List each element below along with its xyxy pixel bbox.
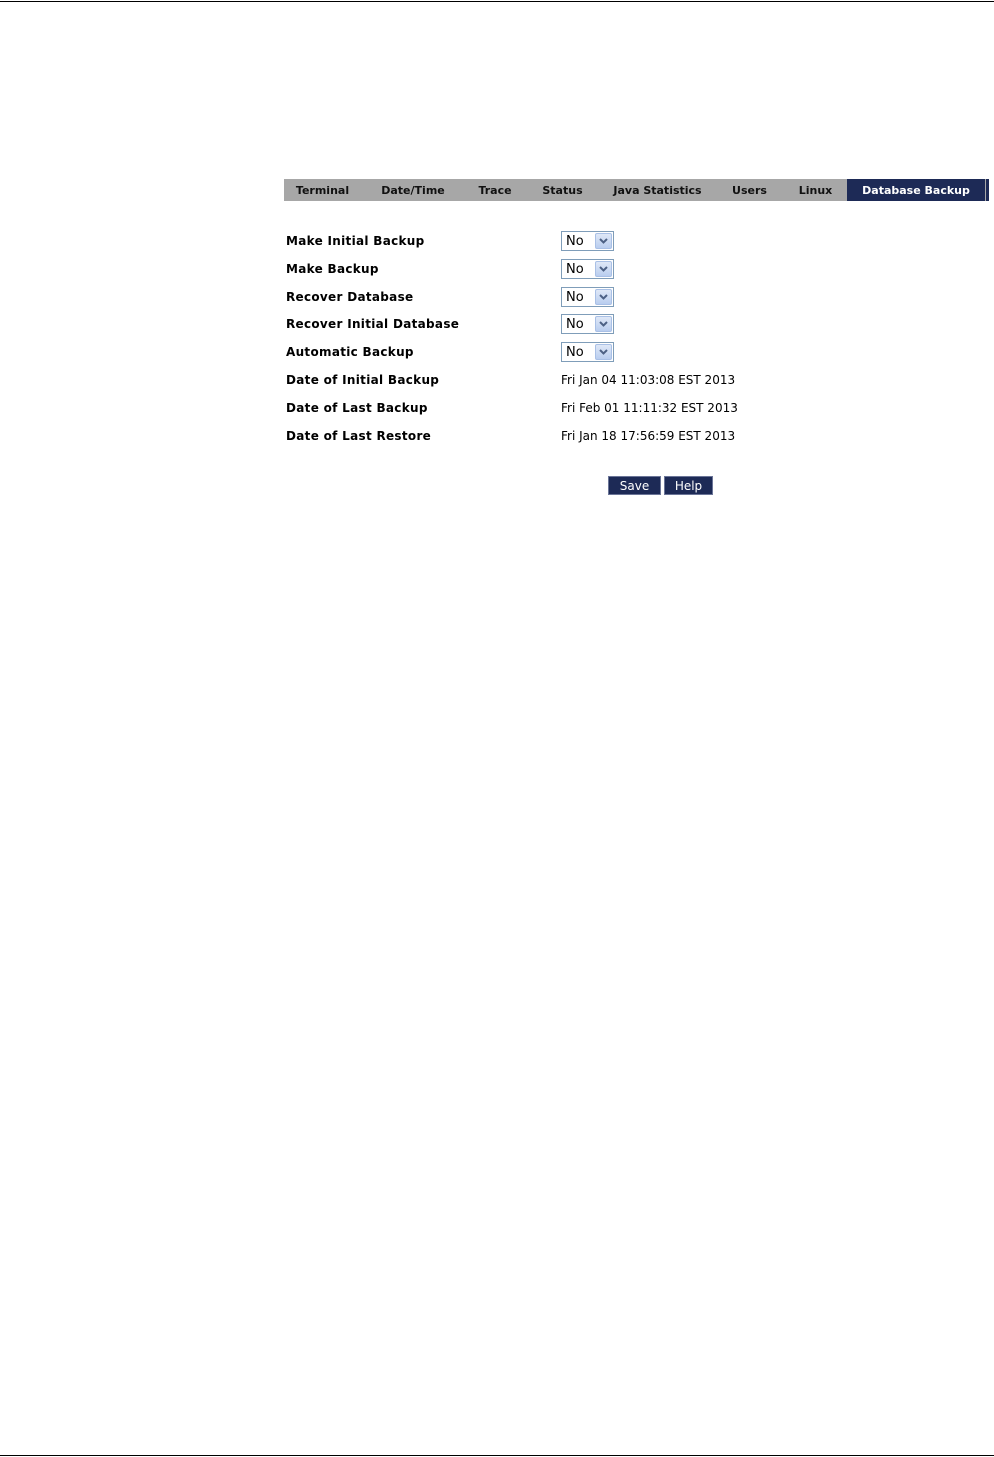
chevron-down-icon bbox=[595, 316, 612, 332]
label-recover-database: Recover Database bbox=[286, 290, 414, 304]
select-make-backup[interactable] bbox=[561, 259, 614, 279]
label-date-last-restore: Date of Last Restore bbox=[286, 429, 432, 443]
select-make-initial-backup[interactable] bbox=[561, 231, 614, 251]
tab-terminal[interactable]: Terminal bbox=[295, 183, 350, 197]
row-date-initial-backup bbox=[286, 368, 735, 392]
tab-users[interactable]: Users bbox=[732, 183, 767, 197]
chevron-down-icon bbox=[595, 289, 612, 305]
top-divider bbox=[0, 1, 994, 2]
select-automatic-backup[interactable] bbox=[561, 342, 614, 362]
select-value: No bbox=[566, 344, 584, 360]
value-date-initial-backup: Fri Jan 04 11:03:08 EST 2013 bbox=[561, 373, 736, 387]
bottom-divider bbox=[0, 1455, 994, 1456]
select-recover-database[interactable] bbox=[561, 287, 614, 307]
help-button[interactable]: Help bbox=[664, 476, 713, 495]
chevron-down-icon bbox=[595, 344, 612, 360]
label-date-initial-backup: Date of Initial Backup bbox=[286, 373, 440, 387]
tab-linux[interactable]: Linux bbox=[798, 183, 833, 197]
chevron-down-icon bbox=[595, 261, 612, 277]
tab-bar-end bbox=[986, 179, 989, 201]
save-button[interactable]: Save bbox=[608, 476, 661, 495]
select-value: No bbox=[566, 233, 584, 249]
label-automatic-backup: Automatic Backup bbox=[286, 345, 414, 359]
row-recover-initial-database bbox=[286, 312, 614, 336]
row-make-backup bbox=[286, 257, 614, 281]
row-make-initial-backup bbox=[286, 229, 614, 253]
tab-bar bbox=[284, 179, 989, 201]
chevron-down-icon bbox=[595, 233, 612, 249]
tab-database-backup[interactable]: Database Backup bbox=[847, 179, 985, 201]
value-date-last-restore: Fri Jan 18 17:56:59 EST 2013 bbox=[561, 429, 736, 443]
label-date-last-backup: Date of Last Backup bbox=[286, 401, 428, 415]
row-recover-database bbox=[286, 285, 614, 309]
label-make-backup: Make Backup bbox=[286, 262, 379, 276]
label-recover-initial-database: Recover Initial Database bbox=[286, 317, 460, 331]
tab-status[interactable]: Status bbox=[542, 183, 583, 197]
tab-trace[interactable]: Trace bbox=[478, 183, 512, 197]
label-make-initial-backup: Make Initial Backup bbox=[286, 234, 425, 248]
tab-date-time[interactable]: Date/Time bbox=[381, 183, 445, 197]
select-value: No bbox=[566, 261, 584, 277]
select-recover-initial-database[interactable] bbox=[561, 314, 614, 334]
row-automatic-backup bbox=[286, 340, 614, 364]
row-date-last-restore bbox=[286, 424, 735, 448]
select-value: No bbox=[566, 316, 584, 332]
select-value: No bbox=[566, 289, 584, 305]
tab-java-statistics[interactable]: Java Statistics bbox=[613, 183, 702, 197]
value-date-last-backup: Fri Feb 01 11:11:32 EST 2013 bbox=[561, 401, 738, 415]
row-date-last-backup bbox=[286, 396, 738, 420]
